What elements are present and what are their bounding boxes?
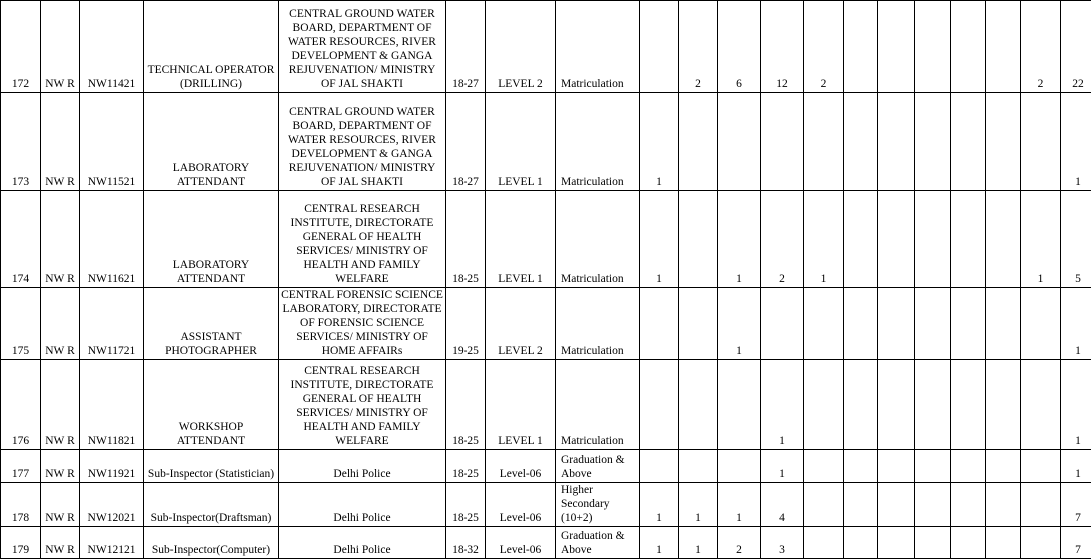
department-cell: Delhi Police — [279, 450, 446, 483]
region-cell: NW R — [41, 93, 80, 191]
vacancy-count-cell — [986, 93, 1021, 191]
department-cell: CENTRAL RESEARCH INSTITUTE, DIRECTORATE GENERAL OF HEALTH SERVICES/ MINISTRY OF HEALTH AND FAMILY WELFARE — [279, 360, 446, 450]
vacancy-count-cell: 1 — [640, 93, 679, 191]
qualification-cell: Matriculation — [556, 191, 640, 288]
vacancy-count-cell — [1021, 93, 1061, 191]
vacancy-count-cell — [951, 483, 986, 527]
post-code-cell: NW11721 — [80, 288, 144, 360]
vacancy-count-cell — [640, 1, 679, 93]
post-name-cell: Sub-Inspector(Draftsman) — [144, 483, 279, 527]
table-row — [1, 288, 1091, 360]
vacancy-count-cell — [951, 191, 986, 288]
region-cell: NW R — [41, 1, 80, 93]
vacancy-count-cell — [1021, 450, 1061, 483]
pay-level-cell: Level-06 — [486, 483, 556, 527]
vacancy-count-cell: 1 — [761, 360, 804, 450]
age-limit-cell: 18-25 — [446, 483, 486, 527]
vacancy-count-cell — [986, 483, 1021, 527]
vacancy-count-cell: 12 — [761, 1, 804, 93]
vacancy-count-cell — [951, 93, 986, 191]
vacancy-count-cell: 5 — [1061, 191, 1091, 288]
vacancy-count-cell — [804, 360, 844, 450]
age-limit-cell: 18-25 — [446, 360, 486, 450]
vacancy-count-cell: 1 — [761, 450, 804, 483]
region-cell: NW R — [41, 527, 80, 559]
vacancy-count-cell — [915, 483, 951, 527]
vacancy-count-cell: 1 — [1061, 360, 1091, 450]
qualification-cell: Matriculation — [556, 360, 640, 450]
age-limit-cell: 18-25 — [446, 450, 486, 483]
vacancy-count-cell — [640, 360, 679, 450]
vacancy-count-cell — [679, 288, 718, 360]
table-row — [1, 360, 1091, 450]
department-cell: CENTRAL GROUND WATER BOARD, DEPARTMENT OF WATER RESOURCES, RIVER DEVELOPMENT & GANGA REJUVENATION/ MINISTRY OF JAL SHAKTI — [279, 93, 446, 191]
vacancy-count-cell: 6 — [718, 1, 761, 93]
vacancy-count-cell — [915, 450, 951, 483]
vacancy-count-cell: 1 — [718, 191, 761, 288]
age-limit-cell: 19-25 — [446, 288, 486, 360]
qualification-cell: Higher Secondary (10+2) — [556, 483, 640, 527]
vacancy-count-cell: 1 — [1061, 288, 1091, 360]
serial-number-cell: 172 — [1, 1, 41, 93]
vacancy-count-cell — [844, 527, 878, 559]
vacancy-count-cell — [986, 527, 1021, 559]
vacancy-count-cell — [1021, 360, 1061, 450]
vacancy-count-cell — [878, 527, 915, 559]
vacancy-count-cell: 1 — [1021, 191, 1061, 288]
vacancy-count-cell: 1 — [1061, 93, 1091, 191]
vacancy-count-cell — [804, 93, 844, 191]
age-limit-cell: 18-27 — [446, 1, 486, 93]
post-name-cell: ASSISTANT PHOTOGRAPHER — [144, 288, 279, 360]
vacancy-count-cell — [915, 360, 951, 450]
vacancy-count-cell — [1021, 483, 1061, 527]
region-cell: NW R — [41, 288, 80, 360]
vacancy-count-cell: 1 — [640, 527, 679, 559]
vacancy-count-cell — [915, 191, 951, 288]
vacancy-count-cell — [804, 483, 844, 527]
vacancy-count-cell — [878, 288, 915, 360]
serial-number-cell: 176 — [1, 360, 41, 450]
region-cell: NW R — [41, 360, 80, 450]
post-code-cell: NW11521 — [80, 93, 144, 191]
vacancy-count-cell: 1 — [679, 483, 718, 527]
serial-number-cell: 178 — [1, 483, 41, 527]
vacancy-count-cell: 2 — [718, 527, 761, 559]
vacancy-count-cell — [844, 360, 878, 450]
serial-number-cell: 175 — [1, 288, 41, 360]
vacancy-count-cell — [679, 360, 718, 450]
post-name-cell: Sub-Inspector (Statistician) — [144, 450, 279, 483]
vacancy-count-cell — [761, 93, 804, 191]
table-body — [1, 1, 1091, 559]
vacancy-count-cell: 1 — [640, 191, 679, 288]
vacancy-count-cell: 1 — [718, 483, 761, 527]
vacancy-count-cell — [844, 483, 878, 527]
post-name-cell: LABORATORY ATTENDANT — [144, 191, 279, 288]
vacancy-count-cell: 7 — [1061, 527, 1091, 559]
serial-number-cell: 179 — [1, 527, 41, 559]
vacancy-count-cell — [844, 288, 878, 360]
qualification-cell: Matriculation — [556, 93, 640, 191]
vacancy-count-cell — [679, 93, 718, 191]
qualification-cell: Matriculation — [556, 1, 640, 93]
vacancy-count-cell — [915, 527, 951, 559]
vacancy-count-cell — [878, 483, 915, 527]
department-cell: CENTRAL GROUND WATER BOARD, DEPARTMENT OF WATER RESOURCES, RIVER DEVELOPMENT & GANGA REJUVENATION/ MINISTRY OF JAL SHAKTI — [279, 1, 446, 93]
department-cell: CENTRAL FORENSIC SCIENCE LABORATORY, DIRECTORATE OF FORENSIC SCIENCE SERVICES/ MINISTRY OF HOME AFFAIRs — [279, 288, 446, 360]
vacancy-count-cell — [878, 450, 915, 483]
post-name-cell: WORKSHOP ATTENDANT — [144, 360, 279, 450]
post-code-cell: NW11621 — [80, 191, 144, 288]
vacancy-count-cell — [915, 1, 951, 93]
department-cell: CENTRAL RESEARCH INSTITUTE, DIRECTORATE GENERAL OF HEALTH SERVICES/ MINISTRY OF HEALTH AND FAMILY WELFARE — [279, 191, 446, 288]
vacancy-count-cell — [986, 450, 1021, 483]
vacancy-count-cell — [951, 1, 986, 93]
vacancy-count-cell: 1 — [718, 288, 761, 360]
vacancy-count-cell — [951, 450, 986, 483]
vacancy-count-cell — [878, 1, 915, 93]
vacancy-count-cell — [679, 450, 718, 483]
vacancy-count-cell — [878, 93, 915, 191]
vacancy-count-cell — [718, 93, 761, 191]
vacancy-count-cell — [1021, 288, 1061, 360]
post-code-cell: NW11921 — [80, 450, 144, 483]
pay-level-cell: Level-06 — [486, 450, 556, 483]
vacancy-count-cell — [986, 191, 1021, 288]
serial-number-cell: 174 — [1, 191, 41, 288]
vacancy-count-cell: 1 — [804, 191, 844, 288]
table-row — [1, 527, 1091, 559]
post-code-cell: NW11421 — [80, 1, 144, 93]
vacancy-count-cell — [878, 360, 915, 450]
vacancy-count-cell — [804, 527, 844, 559]
qualification-cell: Matriculation — [556, 288, 640, 360]
post-name-cell: Sub-Inspector(Computer) — [144, 527, 279, 559]
post-code-cell: NW12121 — [80, 527, 144, 559]
vacancy-count-cell — [804, 450, 844, 483]
vacancy-count-cell: 22 — [1061, 1, 1091, 93]
pay-level-cell: LEVEL 1 — [486, 93, 556, 191]
vacancy-count-cell: 1 — [640, 483, 679, 527]
post-code-cell: NW12021 — [80, 483, 144, 527]
pay-level-cell: LEVEL 1 — [486, 191, 556, 288]
vacancy-count-cell — [718, 360, 761, 450]
post-code-cell: NW11821 — [80, 360, 144, 450]
post-name-cell: TECHNICAL OPERATOR (DRILLING) — [144, 1, 279, 93]
vacancy-count-cell: 7 — [1061, 483, 1091, 527]
vacancy-count-cell — [986, 1, 1021, 93]
vacancy-count-cell — [915, 93, 951, 191]
age-limit-cell: 18-27 — [446, 93, 486, 191]
pay-level-cell: LEVEL 2 — [486, 1, 556, 93]
vacancy-count-cell — [844, 450, 878, 483]
vacancy-count-cell — [986, 288, 1021, 360]
region-cell: NW R — [41, 450, 80, 483]
serial-number-cell: 177 — [1, 450, 41, 483]
vacancy-count-cell — [718, 450, 761, 483]
vacancy-count-cell — [951, 360, 986, 450]
age-limit-cell: 18-32 — [446, 527, 486, 559]
vacancy-count-cell — [986, 360, 1021, 450]
serial-number-cell: 173 — [1, 93, 41, 191]
department-cell: Delhi Police — [279, 483, 446, 527]
vacancy-count-cell: 3 — [761, 527, 804, 559]
table-row — [1, 93, 1091, 191]
vacancy-count-cell: 2 — [679, 1, 718, 93]
department-cell: Delhi Police — [279, 527, 446, 559]
table-row — [1, 191, 1091, 288]
age-limit-cell: 18-25 — [446, 191, 486, 288]
vacancy-count-cell — [640, 288, 679, 360]
vacancy-count-cell — [844, 191, 878, 288]
region-cell: NW R — [41, 191, 80, 288]
pay-level-cell: Level-06 — [486, 527, 556, 559]
post-name-cell: LABORATORY ATTENDANT — [144, 93, 279, 191]
vacancy-count-cell — [1021, 527, 1061, 559]
qualification-cell: Graduation & Above — [556, 450, 640, 483]
table-row — [1, 483, 1091, 527]
vacancy-count-cell: 2 — [1021, 1, 1061, 93]
vacancy-count-cell: 1 — [679, 527, 718, 559]
vacancy-count-cell — [951, 288, 986, 360]
pay-level-cell: LEVEL 2 — [486, 288, 556, 360]
table-row — [1, 450, 1091, 483]
vacancy-count-cell — [761, 288, 804, 360]
vacancy-count-cell — [915, 288, 951, 360]
qualification-cell: Graduation & Above — [556, 527, 640, 559]
vacancy-count-cell — [804, 288, 844, 360]
vacancy-count-cell: 1 — [1061, 450, 1091, 483]
region-cell: NW R — [41, 483, 80, 527]
table-row — [1, 1, 1091, 93]
vacancy-count-cell: 2 — [761, 191, 804, 288]
vacancy-count-cell: 4 — [761, 483, 804, 527]
vacancy-count-cell — [878, 191, 915, 288]
vacancy-count-cell — [951, 527, 986, 559]
vacancy-count-cell — [640, 450, 679, 483]
vacancy-count-cell — [844, 93, 878, 191]
vacancy-count-cell — [844, 1, 878, 93]
vacancy-count-cell: 2 — [804, 1, 844, 93]
vacancy-count-cell — [679, 191, 718, 288]
pay-level-cell: LEVEL 1 — [486, 360, 556, 450]
